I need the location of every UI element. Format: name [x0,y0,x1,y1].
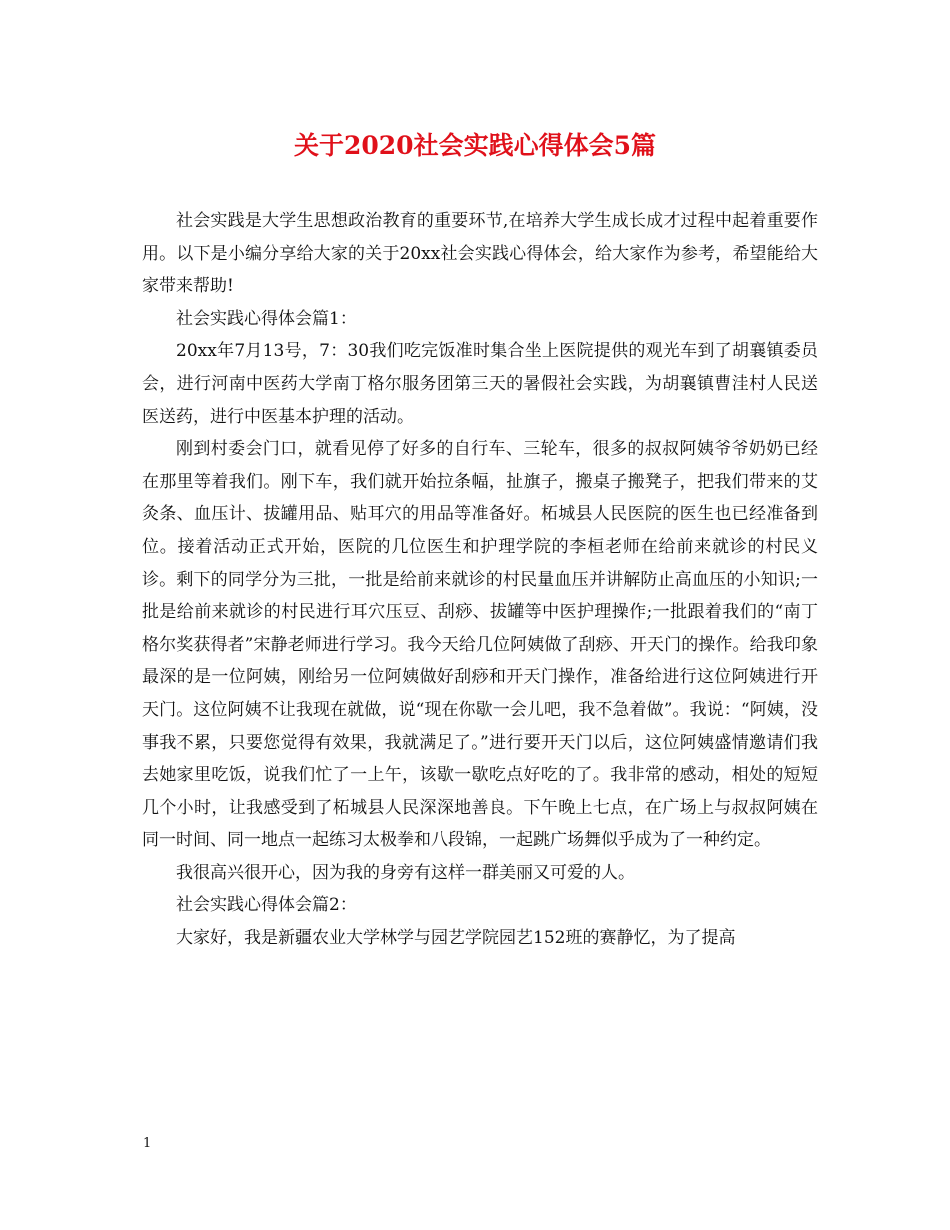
paragraph-2a: 大家好，我是新疆农业大学林学与园艺学院园艺152班的赛静忆，为了提高 [176,928,736,949]
document-body [142,205,818,955]
section-heading-1: 社会实践心得体会篇1： [176,308,357,329]
paragraph-1c: 我很高兴很开心，因为我的身旁有这样一群美丽又可爱的人。 [176,862,635,883]
paragraph-intro: 社会实践是大学生思想政治教育的重要环节,在培养大学生成长成才过程中起着重要作用。以下是小编分享给大家的关于20xx社会实践心得体会，给大家作为参考，希望能给大家带来帮助! [142,211,818,297]
paragraph-1b: 刚到村委会门口，就看见停了好多的自行车、三轮车，很多的叔叔阿姨爷爷奶奶已经在那里等着我们。刚下车，我们就开始拉条幅，扯旗子，搬桌子搬凳子，把我们带来的艾灸条、血压计、拔罐用品、贴耳穴的用品等准备好。柘城县人民医院的医生也已经准备到位。接着活动正式开始，医院的几位医生和护理学院的李桓老师在给前来就诊的村民义诊。剩下的同学分为三批，一批是给前来就诊的村民量血压并讲解防止高血压的小知识;一批是给前来就诊的村民进行耳穴压豆、刮痧、拔罐等中医护理操作;一批跟着我们的“南丁格尔奖获得者”宋静老师进行学习。我今天给几位阿姨做了刮痧、开天门的操作。给我印象最深的是一位阿姨，刚给另一位阿姨做好刮痧和开天门操作，准备给进行这位阿姨进行开天门。这位阿姨不让我现在就做，说“现在你歇一会儿吧，我不急着做”。我说：“阿姨，没事我不累，只要您觉得有效果，我就满足了。”进行要开天门以后，这位阿姨盛情邀请们我去她家里吃饭，说我们忙了一上午，该歇一歇吃点好吃的了。我非常的感动，相处的短短几个小时，让我感受到了柘城县人民深深地善良。下午晚上七点，在广场上与叔叔阿姨在同一时间、同一地点一起练习太极拳和八段锦，一起跳广场舞似乎成为了一种约定。 [142,439,818,851]
document-title: 关于2020社会实践心得体会5篇 [294,131,656,160]
paragraph-1a: 20xx年7月13号，7：30我们吃完饭准时集合坐上医院提供的观光车到了胡襄镇委员会，进行河南中医药大学南丁格尔服务团第三天的暑假社会实践，为胡襄镇曹洼村人民送医送药，进行中医基本护理的活动。 [142,341,818,427]
section-heading-2: 社会实践心得体会篇2： [176,895,357,916]
page-number: 1 [143,1136,152,1151]
